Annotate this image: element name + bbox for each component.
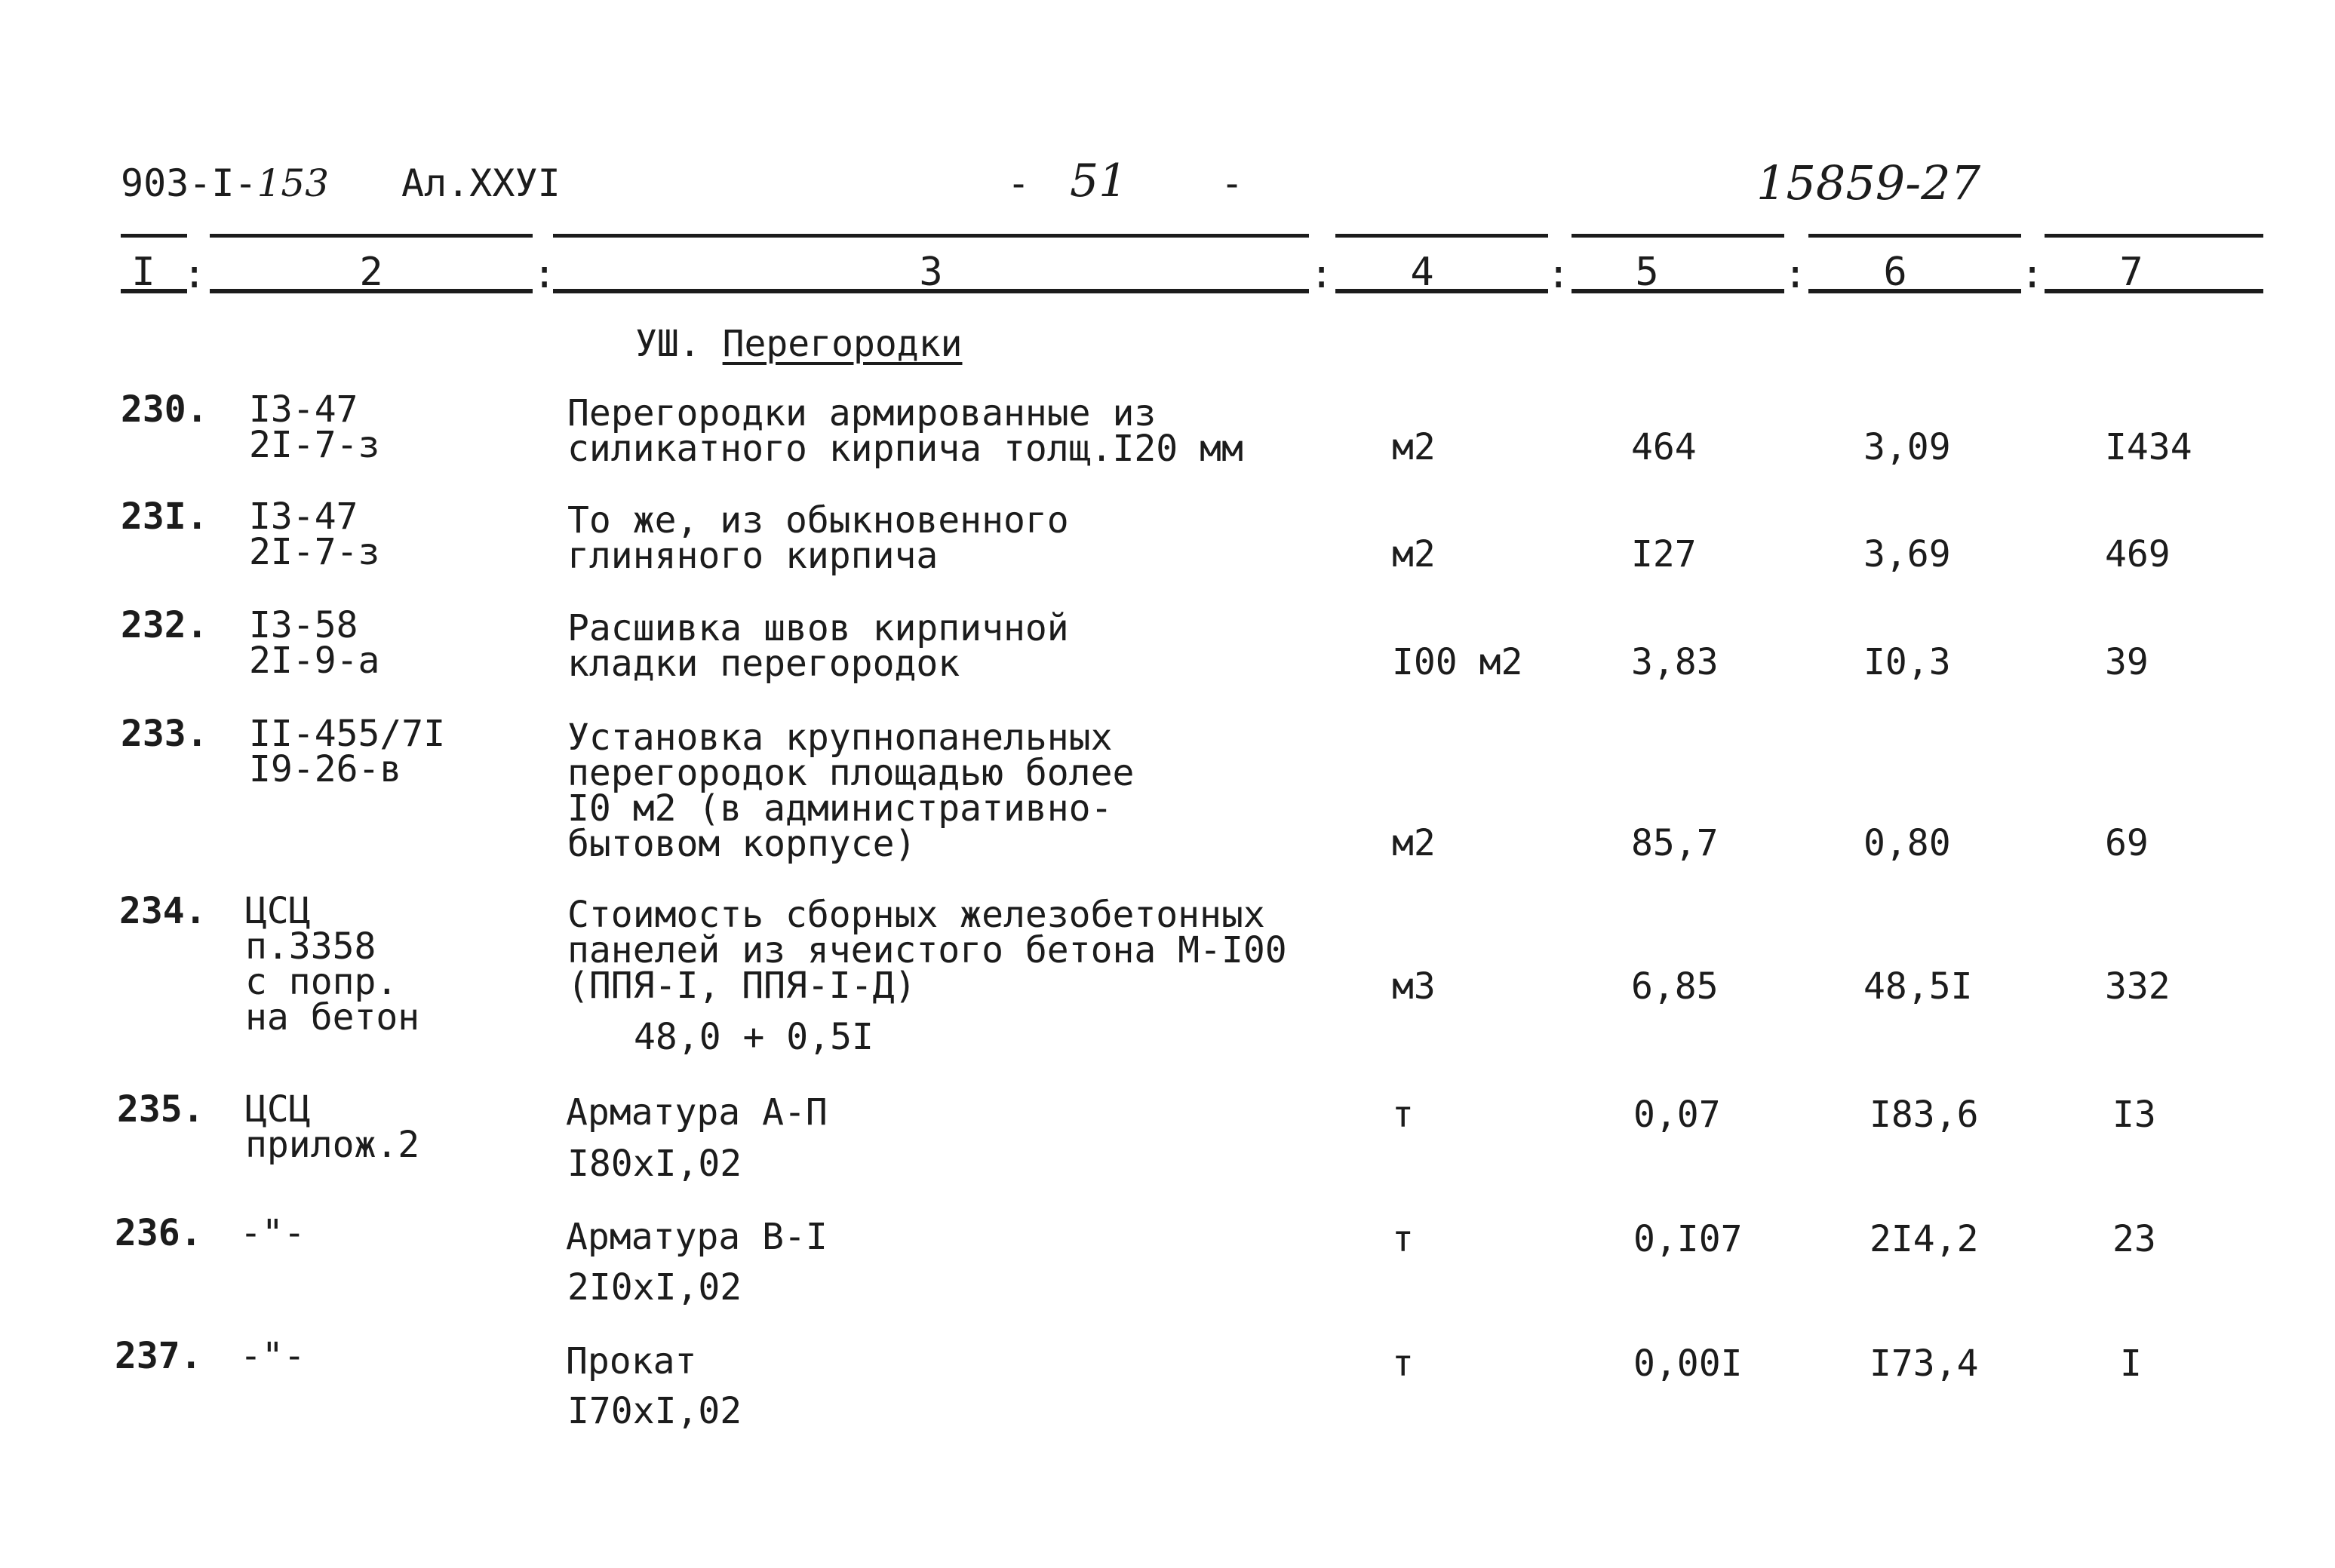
column-separator: :: [1310, 252, 1334, 297]
row-code: -"-: [240, 1335, 306, 1377]
column-separator: :: [183, 252, 207, 297]
header-rule-top: [1335, 234, 1548, 238]
row-unit: м2: [1392, 822, 1436, 864]
row-quantity: 85,7: [1631, 822, 1719, 864]
column-header-1: I: [131, 250, 155, 295]
row-description: Арматура В-I: [566, 1216, 828, 1258]
row-description: Арматура А-П: [566, 1091, 828, 1134]
column-header-4: 4: [1410, 250, 1434, 295]
row-number: 234.: [119, 890, 207, 932]
header-rule-bottom: [1572, 289, 1784, 293]
row-description: Перегородки армированные из силикатного кирпича толщ.I20 мм: [567, 392, 1243, 470]
row-quantity: 0,I07: [1633, 1218, 1743, 1260]
album-label: Ал.XXУI: [401, 161, 561, 205]
row-total: 39: [2105, 641, 2149, 683]
row-total: 469: [2105, 533, 2171, 575]
row-price: I73,4: [1870, 1342, 1979, 1385]
header-rule-bottom: [1808, 289, 2021, 293]
section-roman: УШ.: [635, 323, 701, 365]
page-number: 51: [1070, 155, 1128, 207]
section-title: Перегородки: [722, 323, 963, 365]
row-number: 233.: [121, 713, 208, 755]
row-quantity: 3,83: [1631, 641, 1719, 683]
row-code: II-455/7I I9-26-в: [249, 713, 446, 790]
row-number: 236.: [115, 1212, 202, 1254]
stamp-number: 15859-27: [1756, 155, 1981, 210]
row-price: I0,3: [1863, 641, 1951, 683]
row-unit: т: [1392, 1094, 1414, 1136]
row-unit: т: [1392, 1218, 1414, 1260]
row-total: 332: [2105, 965, 2171, 1008]
row-code: ЦСЦ п.3358 с попр. на бетон: [245, 890, 420, 1039]
page-dash-left: -: [1007, 161, 1031, 205]
row-number: 232.: [121, 604, 208, 646]
doc-code-typed: 903-I-: [121, 161, 257, 205]
row-total: 69: [2105, 822, 2149, 864]
column-separator: :: [1784, 252, 1808, 297]
row-number: 23I.: [121, 496, 208, 538]
row-quantity: 464: [1631, 426, 1697, 468]
row-quantity: I27: [1631, 533, 1697, 575]
row-number: 237.: [115, 1335, 202, 1377]
row-unit: м2: [1392, 533, 1436, 575]
row-calculation: 2I0хI,02: [567, 1266, 742, 1309]
row-code: -"-: [240, 1212, 306, 1254]
header-rule-top: [2045, 234, 2263, 238]
row-quantity: 0,00I: [1633, 1342, 1743, 1385]
row-number: 230.: [121, 388, 208, 431]
row-code: ЦСЦ прилож.2: [245, 1088, 420, 1166]
row-price: 2I4,2: [1870, 1218, 1979, 1260]
row-total: I3: [2112, 1094, 2156, 1136]
header-rule-top: [1808, 234, 2021, 238]
row-price: I83,6: [1870, 1094, 1979, 1136]
header-rule-bottom: [121, 289, 187, 293]
row-calculation: I70хI,02: [567, 1390, 742, 1432]
column-separator: :: [533, 252, 557, 297]
doc-code-handwritten: 153: [257, 161, 330, 205]
row-price: 48,5I: [1863, 965, 1973, 1008]
row-total: 23: [2112, 1218, 2156, 1260]
row-description: Стоимость сборных железобетонных панелей из ячеистого бетона М-I00 (ППЯ-I, ППЯ-I-Д): [567, 894, 1287, 1007]
header-rule-top: [210, 234, 533, 238]
row-number: 235.: [117, 1088, 204, 1131]
doc-code: [121, 161, 330, 205]
row-description: То же, из обыкновенного глиняного кирпича: [567, 499, 1069, 577]
row-calculation: 48,0 + 0,5I: [634, 1016, 874, 1058]
row-total: I434: [2105, 426, 2192, 468]
header-rule-top: [1572, 234, 1784, 238]
row-description: Прокат: [566, 1340, 697, 1382]
row-price: 3,69: [1863, 533, 1951, 575]
row-unit: т: [1392, 1342, 1414, 1385]
column-header-2: 2: [359, 250, 383, 295]
page-dash-right: -: [1221, 161, 1244, 205]
row-price: 0,80: [1863, 822, 1951, 864]
row-description: Расшивка швов кирпичной кладки перегородок: [567, 607, 1069, 685]
row-quantity: 0,07: [1633, 1094, 1721, 1136]
row-code: I3-58 2I-9-а: [249, 604, 380, 682]
header-rule-bottom: [2045, 289, 2263, 293]
row-price: 3,09: [1863, 426, 1951, 468]
header-rule-top: [121, 234, 187, 238]
header-rule-bottom: [553, 289, 1309, 293]
column-header-3: 3: [919, 250, 943, 295]
row-unit: м2: [1392, 426, 1436, 468]
row-code: I3-47 2I-7-з: [249, 496, 380, 573]
header-rule-bottom: [1335, 289, 1548, 293]
column-header-6: 6: [1883, 250, 1907, 295]
section-heading: [635, 323, 963, 365]
row-description: Установка крупнопанельных перегородок площадью более I0 м2 (в административно- бытовом корпусе): [567, 716, 1135, 865]
column-separator: :: [2020, 252, 2045, 297]
row-calculation: I80хI,02: [567, 1143, 742, 1185]
row-total: I: [2120, 1342, 2142, 1385]
column-header-7: 7: [2119, 250, 2143, 295]
row-quantity: 6,85: [1631, 965, 1719, 1008]
column-header-5: 5: [1635, 250, 1659, 295]
column-separator: :: [1547, 252, 1571, 297]
row-unit: м3: [1392, 965, 1436, 1008]
header-rule-top: [553, 234, 1309, 238]
row-unit: I00 м2: [1392, 641, 1523, 683]
row-code: I3-47 2I-7-з: [249, 388, 380, 466]
header-rule-bottom: [210, 289, 533, 293]
